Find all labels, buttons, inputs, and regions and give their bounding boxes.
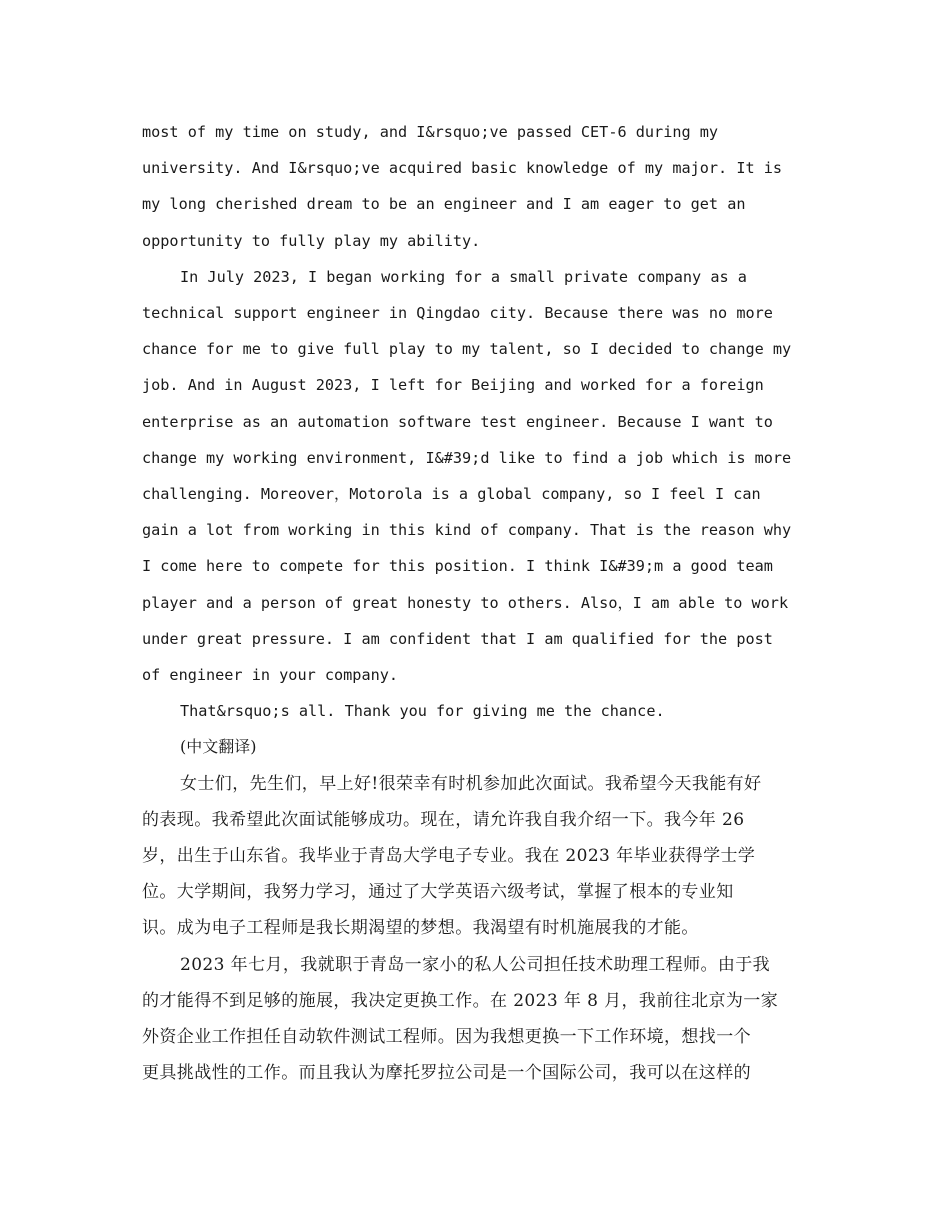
text-line: university. And I&rsquo;ve acquired basic knowledge of my major. It is (142, 159, 783, 178)
text-line: most of my time on study, and I&rsquo;ve passed CET-6 during my (142, 123, 719, 141)
english-paragraph-3 (142, 693, 808, 729)
text-line: opportunity to fully play my ability. (142, 231, 481, 250)
english-paragraph-2 (142, 259, 808, 693)
text-line: 的才能得不到足够的施展，我决定更换工作。在 2023 年 8 月，我前往北京为一家 (142, 990, 779, 1011)
text-line: under great pressure. I am confident that I am qualified for the post (142, 629, 773, 648)
chinese-paragraph-1 (142, 766, 808, 947)
text-line: enterprise as an automation software test engineer. Because I want to (142, 412, 773, 431)
english-paragraph-1 (142, 114, 808, 259)
document-body (142, 114, 808, 1091)
text-line: I come here to compete for this position. I think I&#39;m a good team (142, 557, 773, 576)
text-line: change my working environment, I&#39;d like to find a job which is more (142, 448, 792, 467)
text-line: 2023 年七月，我就职于青岛一家小的私人公司担任技术助理工程师。由于我 (180, 954, 771, 975)
text-line: challenging. Moreover，Motorola is a global company, so I feel I can (142, 485, 761, 504)
text-line: 岁，出生于山东省。我毕业于青岛大学电子专业。我在 2023 年毕业获得学士学 (142, 846, 756, 867)
text-line: player and a person of great honesty to others. Also，I am able to work (142, 593, 789, 612)
text-line: That&rsquo;s all. Thank you for giving me the chance. (180, 702, 665, 721)
text-line: 识。成为电子工程师是我长期渴望的梦想。我渴望有时机施展我的才能。 (142, 918, 699, 939)
chinese-paragraph-2 (142, 947, 808, 1092)
text-line: chance for me to give full play to my talent, so I decided to change my (142, 340, 792, 359)
text-line: 的表现。我希望此次面试能够成功。现在，请允许我自我介绍一下。我今年 26 (142, 809, 745, 830)
text-line: job. And in August 2023, I left for Beijing and worked for a foreign (142, 376, 764, 395)
text-line: technical support engineer in Qingdao city. Because there was no more (142, 304, 773, 323)
text-line: of engineer in your company. (142, 666, 399, 685)
text-line: 女士们，先生们，早上好!很荣幸有时机参加此次面试。我希望今天我能有好 (180, 773, 762, 794)
text-line: gain a lot from working in this kind of company. That is the reason why (142, 521, 792, 540)
text-line: 更具挑战性的工作。而且我认为摩托罗拉公司是一个国际公司，我可以在这样的 (142, 1063, 751, 1084)
text-line: 位。大学期间，我努力学习，通过了大学英语六级考试，掌握了根本的专业知 (142, 882, 734, 903)
translation-label: (中文翻译) (180, 737, 257, 757)
text-line: my long cherished dream to be an engineer and I am eager to get an (142, 195, 746, 214)
text-line: 外资企业工作担任自动软件测试工程师。因为我想更换一下工作环境，想找一个 (142, 1027, 751, 1048)
text-line: In July 2023, I began working for a small private company as a (180, 267, 747, 286)
